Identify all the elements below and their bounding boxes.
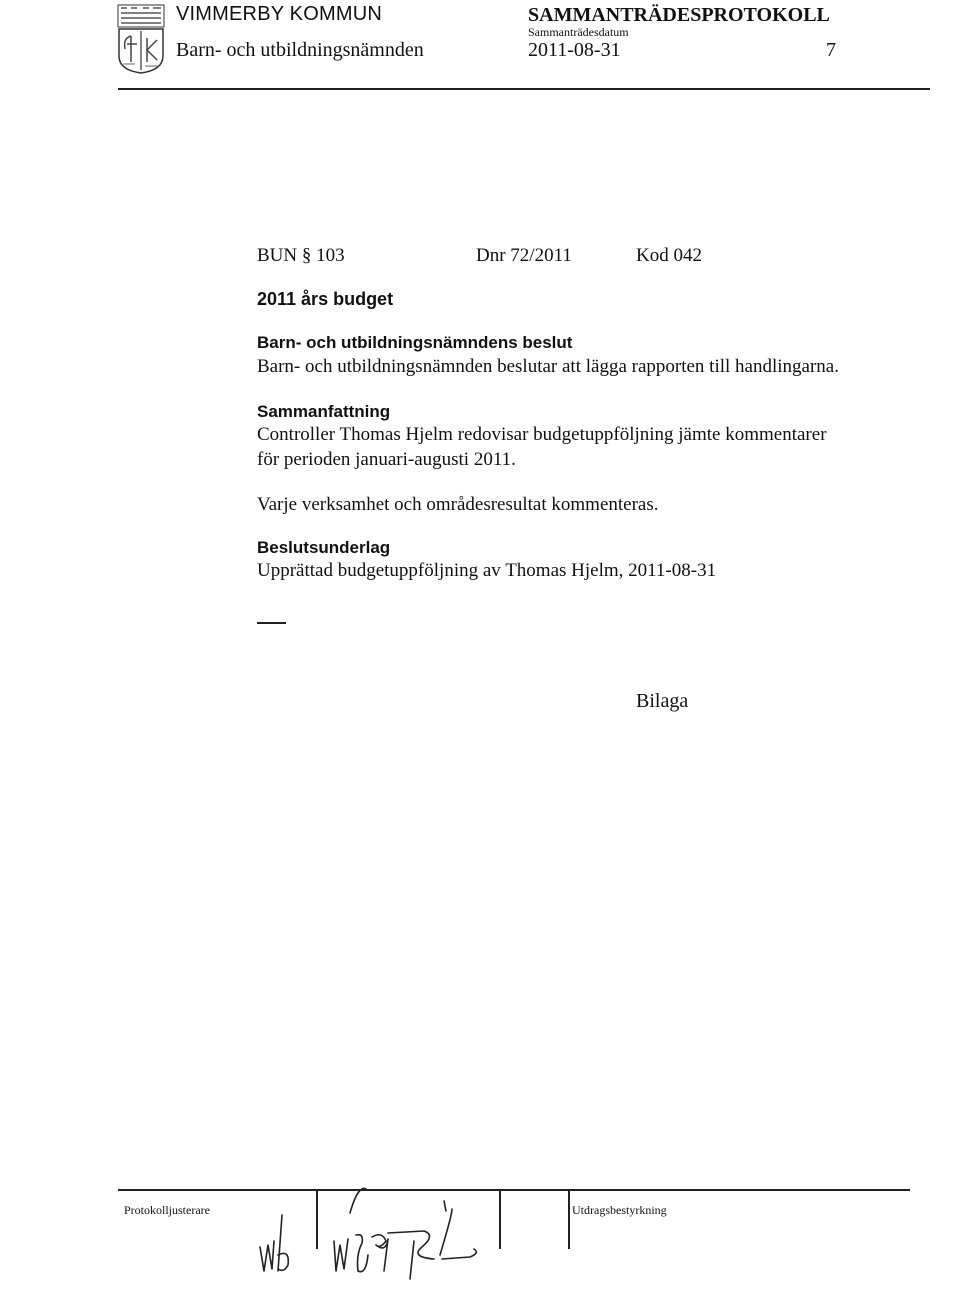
paragraph-ref: BUN § 103 [257, 245, 345, 266]
decision-heading: Barn- och utbildningsnämndens beslut [257, 333, 573, 352]
signature-initials [238, 1175, 508, 1285]
diary-number: Dnr 72/2011 [476, 245, 572, 266]
municipality-name: VIMMERBY KOMMUN [176, 3, 382, 25]
summary-heading: Sammanfattning [257, 402, 391, 421]
document-type: SAMMANTRÄDESPROTOKOLL [528, 4, 830, 26]
footer-divider [118, 1189, 910, 1191]
appendix-label: Bilaga [636, 690, 689, 712]
footer-label-adjusters: Protokolljusterare [124, 1203, 210, 1217]
summary-line-3: Varje verksamhet och områdesresultat kommenteras. [257, 494, 659, 515]
page-number: 7 [826, 39, 836, 61]
date-caption: Sammanträdesdatum [528, 25, 629, 39]
case-code: Kod 042 [636, 245, 702, 266]
municipal-crest-icon [117, 4, 165, 74]
basis-text: Upprättad budgetuppföljning av Thomas Hjelm, 2011-08-31 [257, 560, 717, 581]
section-end-rule [257, 622, 286, 624]
decision-text: Barn- och utbildningsnämnden beslutar att lägga rapporten till handlingarna. [257, 356, 839, 377]
meeting-date: 2011-08-31 [528, 39, 621, 61]
case-title: 2011 års budget [257, 289, 394, 309]
committee-name: Barn- och utbildningsnämnden [176, 39, 424, 61]
footer-label-certification: Utdragsbestyrkning [572, 1203, 667, 1217]
summary-line-1: Controller Thomas Hjelm redovisar budgetuppföljning jämte kommentarer [257, 424, 827, 445]
summary-line-2: för perioden januari-augusti 2011. [257, 449, 516, 470]
footer-separator [568, 1189, 570, 1249]
basis-heading: Beslutsunderlag [257, 538, 391, 557]
header-divider [118, 88, 930, 90]
